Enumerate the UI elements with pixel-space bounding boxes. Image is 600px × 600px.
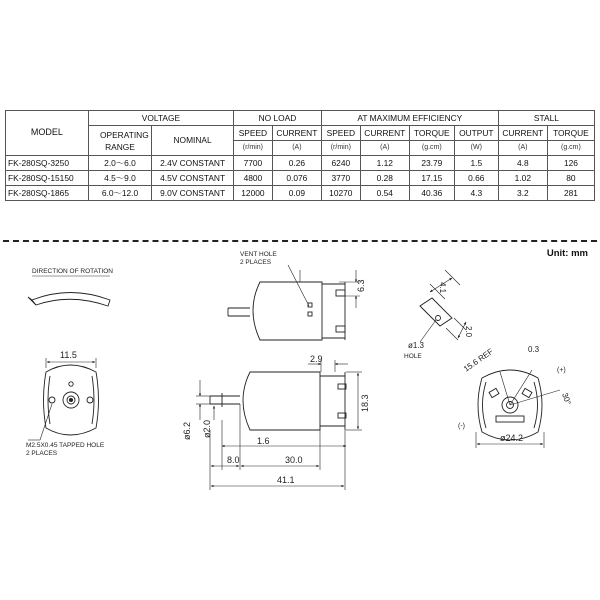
st-current-unit: (A) bbox=[498, 141, 547, 156]
dim-6-2: ø6.2 bbox=[182, 421, 192, 440]
direction-label: DIRECTION OF ROTATION bbox=[32, 268, 114, 275]
nl-current-cell: 0.26 bbox=[272, 156, 321, 171]
me-speed-cell: 10270 bbox=[321, 186, 360, 201]
dim-0-3: 0.3 bbox=[528, 345, 540, 354]
no-load-group-header: NO LOAD bbox=[233, 111, 321, 126]
st-torque-cell: 80 bbox=[547, 171, 594, 186]
dim-15-6-ref: 15.6 REF bbox=[461, 346, 495, 374]
st-torque-cell: 281 bbox=[547, 186, 594, 201]
range-cell: 2.0～6.0 bbox=[88, 156, 151, 171]
model-cell: FK-280SQ-15150 bbox=[6, 171, 89, 186]
dim-2-9: 2.9 bbox=[310, 354, 323, 364]
me-output-unit: (W) bbox=[454, 141, 498, 156]
dim-2-0b: 2.0 bbox=[464, 326, 473, 338]
me-speed-cell: 3770 bbox=[321, 171, 360, 186]
nl-speed-cell: 12000 bbox=[233, 186, 272, 201]
st-torque-header: TORQUE bbox=[547, 126, 594, 141]
dim-2-0: ø2.0 bbox=[202, 419, 212, 438]
operating-range-header: OPERATING RANGE bbox=[88, 126, 151, 156]
st-current-cell: 1.02 bbox=[498, 171, 547, 186]
dim-4-1: 4.1 bbox=[438, 282, 447, 294]
plus-terminal: (+) bbox=[557, 367, 566, 374]
nl-speed-header: SPEED bbox=[233, 126, 272, 141]
vent-hole-places: 2 PLACES bbox=[240, 259, 272, 266]
st-torque-cell: 126 bbox=[547, 156, 594, 171]
st-torque-unit: (g.cm) bbox=[547, 141, 594, 156]
me-current-unit: (A) bbox=[360, 141, 409, 156]
st-current-cell: 4.8 bbox=[498, 156, 547, 171]
me-torque-cell: 23.79 bbox=[409, 156, 454, 171]
me-torque-cell: 40.36 bbox=[409, 186, 454, 201]
model-cell: FK-280SQ-3250 bbox=[6, 156, 89, 171]
rotation-direction-indicator bbox=[28, 268, 113, 306]
max-efficiency-group-header: AT MAXIMUM EFFICIENCY bbox=[321, 111, 498, 126]
model-header: MODEL bbox=[6, 111, 89, 156]
hole-label: HOLE bbox=[404, 353, 422, 360]
dim-1-6: 1.6 bbox=[257, 436, 270, 446]
nominal-cell: 9.0V CONSTANT bbox=[152, 186, 234, 201]
range-cell: 6.0～12.0 bbox=[88, 186, 151, 201]
me-output-header: OUTPUT bbox=[454, 126, 498, 141]
side-view bbox=[196, 360, 362, 490]
nl-current-unit: (A) bbox=[272, 141, 321, 156]
voltage-group-header: VOLTAGE bbox=[88, 111, 233, 126]
me-current-header: CURRENT bbox=[360, 126, 409, 141]
st-current-cell: 3.2 bbox=[498, 186, 547, 201]
range-cell: 4.5～9.0 bbox=[88, 171, 151, 186]
me-speed-cell: 6240 bbox=[321, 156, 360, 171]
me-speed-unit: (r/min) bbox=[321, 141, 360, 156]
rotation-arrow-icon bbox=[32, 293, 110, 307]
nominal-cell: 2.4V CONSTANT bbox=[152, 156, 234, 171]
nl-speed-cell: 4800 bbox=[233, 171, 272, 186]
dim-18-3: 18.3 bbox=[360, 394, 370, 412]
stall-group-header: STALL bbox=[498, 111, 594, 126]
unit-label: Unit: mm bbox=[546, 248, 588, 259]
dim-6-3: 6.3 bbox=[356, 279, 366, 292]
me-torque-unit: (g.cm) bbox=[409, 141, 454, 156]
dim-8-0: 8.0 bbox=[227, 455, 240, 465]
dim-24-2: ø24.2 bbox=[500, 433, 524, 443]
me-current-cell: 1.12 bbox=[360, 156, 409, 171]
front-view bbox=[28, 358, 99, 440]
me-current-cell: 0.54 bbox=[360, 186, 409, 201]
vent-hole-label: VENT HOLE bbox=[240, 251, 277, 258]
dim-11-5: 11.5 bbox=[60, 350, 77, 360]
nominal-cell: 4.5V CONSTANT bbox=[152, 171, 234, 186]
me-output-cell: 4.3 bbox=[454, 186, 498, 201]
me-torque-header: TORQUE bbox=[409, 126, 454, 141]
nl-current-cell: 0.076 bbox=[272, 171, 321, 186]
me-torque-cell: 17.15 bbox=[409, 171, 454, 186]
terminal-detail bbox=[420, 270, 466, 342]
dim-1-3: ø1.3 bbox=[408, 341, 425, 350]
dim-30-0: 30.0 bbox=[285, 455, 303, 465]
minus-terminal: (-) bbox=[458, 423, 465, 430]
me-output-cell: 0.66 bbox=[454, 171, 498, 186]
tapped-hole-label: M2.5X0.45 TAPPED HOLE bbox=[26, 442, 105, 449]
nl-speed-cell: 7700 bbox=[233, 156, 272, 171]
me-current-cell: 0.28 bbox=[360, 171, 409, 186]
dim-30-deg: 30° bbox=[560, 391, 573, 407]
nominal-header: NOMINAL bbox=[152, 126, 234, 156]
dim-41-1: 41.1 bbox=[277, 475, 295, 485]
top-side-view bbox=[228, 265, 360, 340]
nl-speed-unit: (r/min) bbox=[233, 141, 272, 156]
nl-current-cell: 0.09 bbox=[272, 186, 321, 201]
model-cell: FK-280SQ-1865 bbox=[6, 186, 89, 201]
tapped-hole-places: 2 PLACES bbox=[26, 450, 58, 457]
me-speed-header: SPEED bbox=[321, 126, 360, 141]
nl-current-header: CURRENT bbox=[272, 126, 321, 141]
st-current-header: CURRENT bbox=[498, 126, 547, 141]
me-output-cell: 1.5 bbox=[454, 156, 498, 171]
